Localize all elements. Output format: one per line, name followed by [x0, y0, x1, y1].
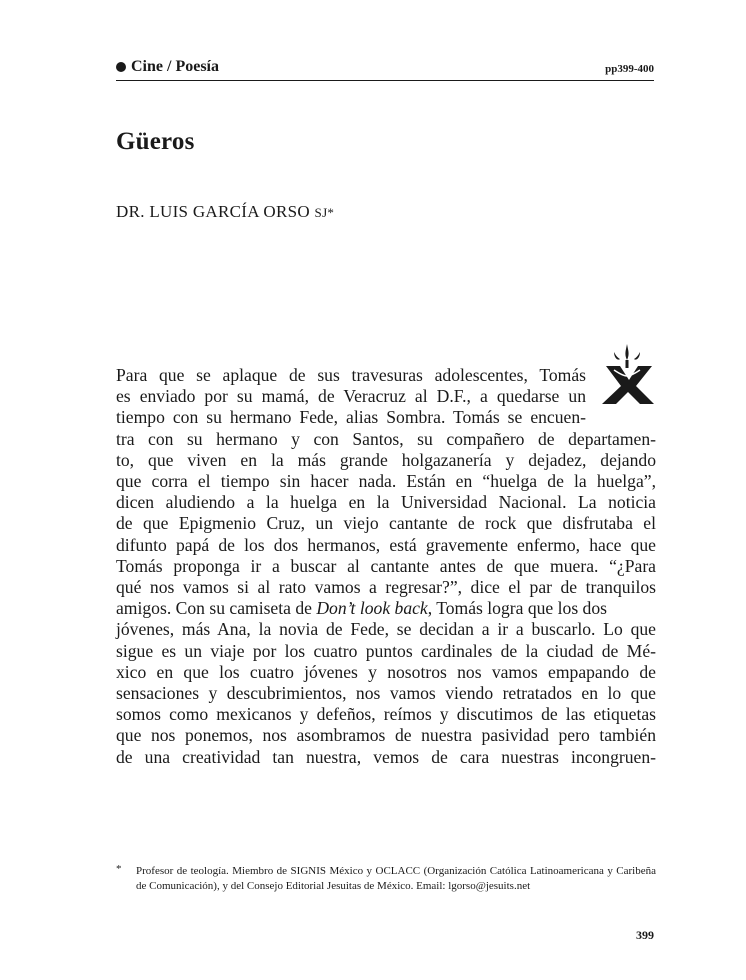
body-line: dicen aludiendo a la huelga en la Universidad Nacional. La noticia [116, 492, 656, 513]
body-line: es enviado por su mamá, de Veracruz al D.F., a quedarse un [116, 386, 586, 407]
article-author [116, 202, 334, 222]
body-line [116, 598, 656, 619]
footnote-text: Profesor de teología. Miembro de SIGNIS México y OCLACC (Organización Católica Latinoamericana y Caribeña de Comunicación), y del Consejo Editorial Jesuitas de México. Email: lgorso@jesuits.net [136, 865, 656, 892]
article-body [116, 365, 656, 768]
section-name: Cine / Poesía [131, 58, 219, 75]
body-line-tail: , Tomás logra que los dos [427, 598, 608, 619]
section-label [116, 58, 219, 76]
body-line: difunto papá de los dos hermanos, está gravemente enfermo, hace que [116, 534, 656, 555]
body-line: jóvenes, más Ana, la novia de Fede, se decidan a ir a buscarlo. Lo que [116, 619, 656, 640]
body-line: de que Epigmenio Cruz, un viejo cantante de rock que disfrutaba el [116, 513, 656, 534]
body-line-head: amigos. Con su camiseta de [116, 598, 317, 619]
body-line: qué nos vamos si al rato vamos a regresar?”, dice el par de tranquilos [116, 577, 656, 598]
body-line: xico en que los cuatro jóvenes y nosotros nos vamos empapando de [116, 661, 656, 682]
author-name: DR. LUIS GARCÍA ORSO [116, 202, 310, 221]
page-number: 399 [636, 928, 654, 942]
running-header [116, 58, 654, 81]
body-line: sigue es un viaje por los cuatro puntos cardinales de la ciudad de Mé- [116, 640, 656, 661]
film-title-italic: Don’t look back [316, 598, 428, 619]
footnote [116, 864, 656, 894]
body-line: de una creatividad tan nuestra, vemos de cara nuestras incongruen- [116, 746, 656, 767]
body-line: sensaciones y descubrimientos, nos vamos viendo retratados en lo que [116, 683, 656, 704]
body-line: somos como mexicanos y defeños, reímos y discutimos de las etiquetas [116, 704, 656, 725]
body-line: que corra el tiempo sin hacer nada. Están en “huelga de la huelga”, [116, 471, 656, 492]
body-line: to, que viven en la más grande holgazanería y dejadez, dejando [116, 449, 656, 470]
author-suffix: SJ* [314, 205, 335, 220]
footnote-mark: * [116, 863, 122, 875]
bullet-icon [116, 62, 126, 72]
body-line: tra con su hermano y con Santos, su compañero de departamen- [116, 428, 656, 449]
body-line: Tomás proponga ir a buscar al cantante antes de que muera. “¿Para [116, 555, 656, 576]
page-range: pp399-400 [605, 63, 654, 75]
body-line: Para que se aplaque de sus travesuras adolescentes, Tomás [116, 365, 586, 385]
article-title: Güeros [116, 128, 195, 155]
body-line: que nos ponemos, nos asombramos de nuestra pasividad pero también [116, 725, 656, 746]
body-line: tiempo con su hermano Fede, alias Sombra. Tomás se encuen- [116, 407, 586, 428]
